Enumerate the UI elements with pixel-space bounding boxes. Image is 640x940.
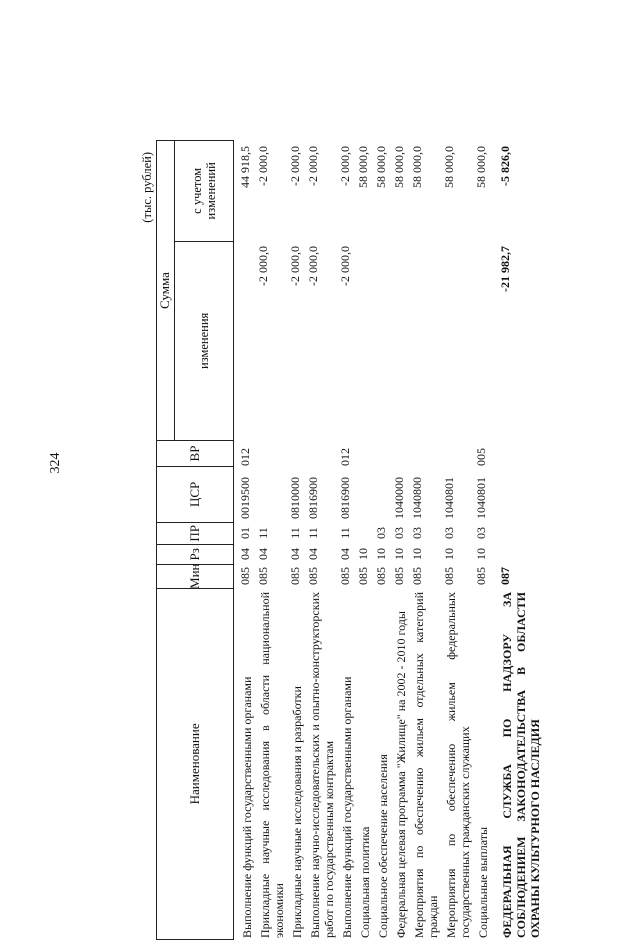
table-row xyxy=(256,140,288,940)
row-pr: 11 xyxy=(338,527,352,539)
table-row xyxy=(356,140,374,940)
row-rz: 10 xyxy=(392,548,406,560)
row-pr: 11 xyxy=(288,527,302,539)
row-vr: 005 xyxy=(474,448,488,466)
row-name: Федеральная целевая программа "Жилище" на 2002 - 2010 годы xyxy=(394,611,408,938)
header-rz: Рз xyxy=(157,544,233,564)
row-pr: 11 xyxy=(256,527,270,539)
header-vr: ВР xyxy=(157,440,233,466)
row-name: Прикладные научные исследования и разработки xyxy=(290,686,304,938)
row-rz: 04 xyxy=(238,548,252,560)
row-min: 085 xyxy=(410,567,424,585)
row-rz: 10 xyxy=(410,548,424,560)
row-csr: 1040801 xyxy=(442,477,456,519)
row-total: 58 000,0 xyxy=(374,146,388,188)
row-total: 58 000,0 xyxy=(410,146,424,188)
row-name: Мероприятия по обеспечению жильем федеральных государственных гражданских служащих xyxy=(444,592,472,938)
row-min: 085 xyxy=(356,567,370,585)
row-name: Выполнение функций государственными органами xyxy=(340,676,354,938)
row-rz: 04 xyxy=(288,548,302,560)
row-vr: 012 xyxy=(338,448,352,466)
row-rz: 04 xyxy=(256,548,270,560)
table-row xyxy=(474,140,492,940)
row-csr: 0019500 xyxy=(238,477,252,519)
row-total: 58 000,0 xyxy=(474,146,488,188)
row-min: 085 xyxy=(474,567,488,585)
row-name: Социальное обеспечение населения xyxy=(376,754,390,938)
row-min: 085 xyxy=(338,567,352,585)
footer-name: ФЕДЕРАЛЬНАЯ СЛУЖБА ПО НАДЗОРУ ЗА СОБЛЮДЕНИЕМ ЗАКОНОДАТЕЛЬСТВА В ОБЛАСТИ ОХРАНЫ КУЛЬТУРНОГО НАСЛЕДИЯ xyxy=(500,592,542,938)
row-changes: -2 000,0 xyxy=(306,246,320,286)
row-min: 085 xyxy=(288,567,302,585)
footer-total: -5 826,0 xyxy=(498,146,512,186)
row-total: 58 000,0 xyxy=(392,146,406,188)
row-changes: -2 000,0 xyxy=(256,246,270,286)
table-body xyxy=(234,140,492,940)
row-rz: 10 xyxy=(374,548,388,560)
table-row xyxy=(238,140,256,940)
row-name: Выполнение функций государственными органами xyxy=(240,676,254,938)
table-row xyxy=(392,140,410,940)
row-rz: 04 xyxy=(306,548,320,560)
row-vr: 012 xyxy=(238,448,252,466)
row-rz: 10 xyxy=(356,548,370,560)
row-name: Выполнение научно-исследовательских и опытно-конструкторских работ по государственным контрактам xyxy=(308,592,336,938)
table-row xyxy=(338,140,356,940)
header-name: Наименование xyxy=(157,588,233,939)
row-rz: 10 xyxy=(474,548,488,560)
row-csr: 1040000 xyxy=(392,477,406,519)
row-rz: 04 xyxy=(338,548,352,560)
row-name: Прикладные научные исследования в области национальной экономики xyxy=(258,592,286,938)
row-total: -2 000,0 xyxy=(338,146,352,186)
row-pr: 03 xyxy=(442,527,456,539)
header-changes: изменения xyxy=(175,241,233,440)
row-total: 58 000,0 xyxy=(356,146,370,188)
page-number: 324 xyxy=(48,452,63,474)
row-total: -2 000,0 xyxy=(256,146,270,186)
header-sum-group xyxy=(157,140,233,440)
row-name: Социальная политика xyxy=(358,826,372,938)
row-min: 085 xyxy=(306,567,320,585)
unit-label: (тыс. рублей) xyxy=(140,152,154,223)
row-pr: 03 xyxy=(410,527,424,539)
row-name: Мероприятия по обеспечению жильем отдельных категорий граждан xyxy=(412,592,440,938)
header-min: Мин xyxy=(157,564,233,588)
row-csr: 1040800 xyxy=(410,477,424,519)
header-sum: Сумма xyxy=(157,141,175,440)
row-pr: 03 xyxy=(374,527,388,539)
row-min: 085 xyxy=(256,567,270,585)
row-csr: 0816900 xyxy=(306,477,320,519)
row-pr: 03 xyxy=(474,527,488,539)
row-pr: 01 xyxy=(238,527,252,539)
row-pr: 03 xyxy=(392,527,406,539)
table-header xyxy=(156,140,234,940)
footer-min: 087 xyxy=(498,567,512,585)
footer-row xyxy=(498,140,544,940)
budget-table xyxy=(156,140,544,940)
row-min: 085 xyxy=(374,567,388,585)
row-name: Социальные выплаты xyxy=(476,826,490,938)
row-csr: 0810000 xyxy=(288,477,302,519)
row-total: 44 918,5 xyxy=(238,146,252,188)
row-total: 58 000,0 xyxy=(442,146,456,188)
table-row xyxy=(442,140,474,940)
row-changes: -2 000,0 xyxy=(338,246,352,286)
table-row xyxy=(288,140,306,940)
row-total: -2 000,0 xyxy=(306,146,320,186)
table-row xyxy=(374,140,392,940)
row-pr: 11 xyxy=(306,527,320,539)
row-min: 085 xyxy=(442,567,456,585)
footer-changes: -21 982,7 xyxy=(498,246,512,292)
row-rz: 10 xyxy=(442,548,456,560)
header-with-changes: с учетом изменений xyxy=(190,162,218,220)
row-min: 085 xyxy=(238,567,252,585)
table-row xyxy=(410,140,442,940)
row-total: -2 000,0 xyxy=(288,146,302,186)
rotated-page-content xyxy=(140,140,560,940)
row-csr: 1040801 xyxy=(474,477,488,519)
header-csr: ЦСР xyxy=(157,466,233,522)
header-pr: ПР xyxy=(157,522,233,544)
row-changes: -2 000,0 xyxy=(288,246,302,286)
row-csr: 0816900 xyxy=(338,477,352,519)
row-min: 085 xyxy=(392,567,406,585)
table-row xyxy=(306,140,338,940)
